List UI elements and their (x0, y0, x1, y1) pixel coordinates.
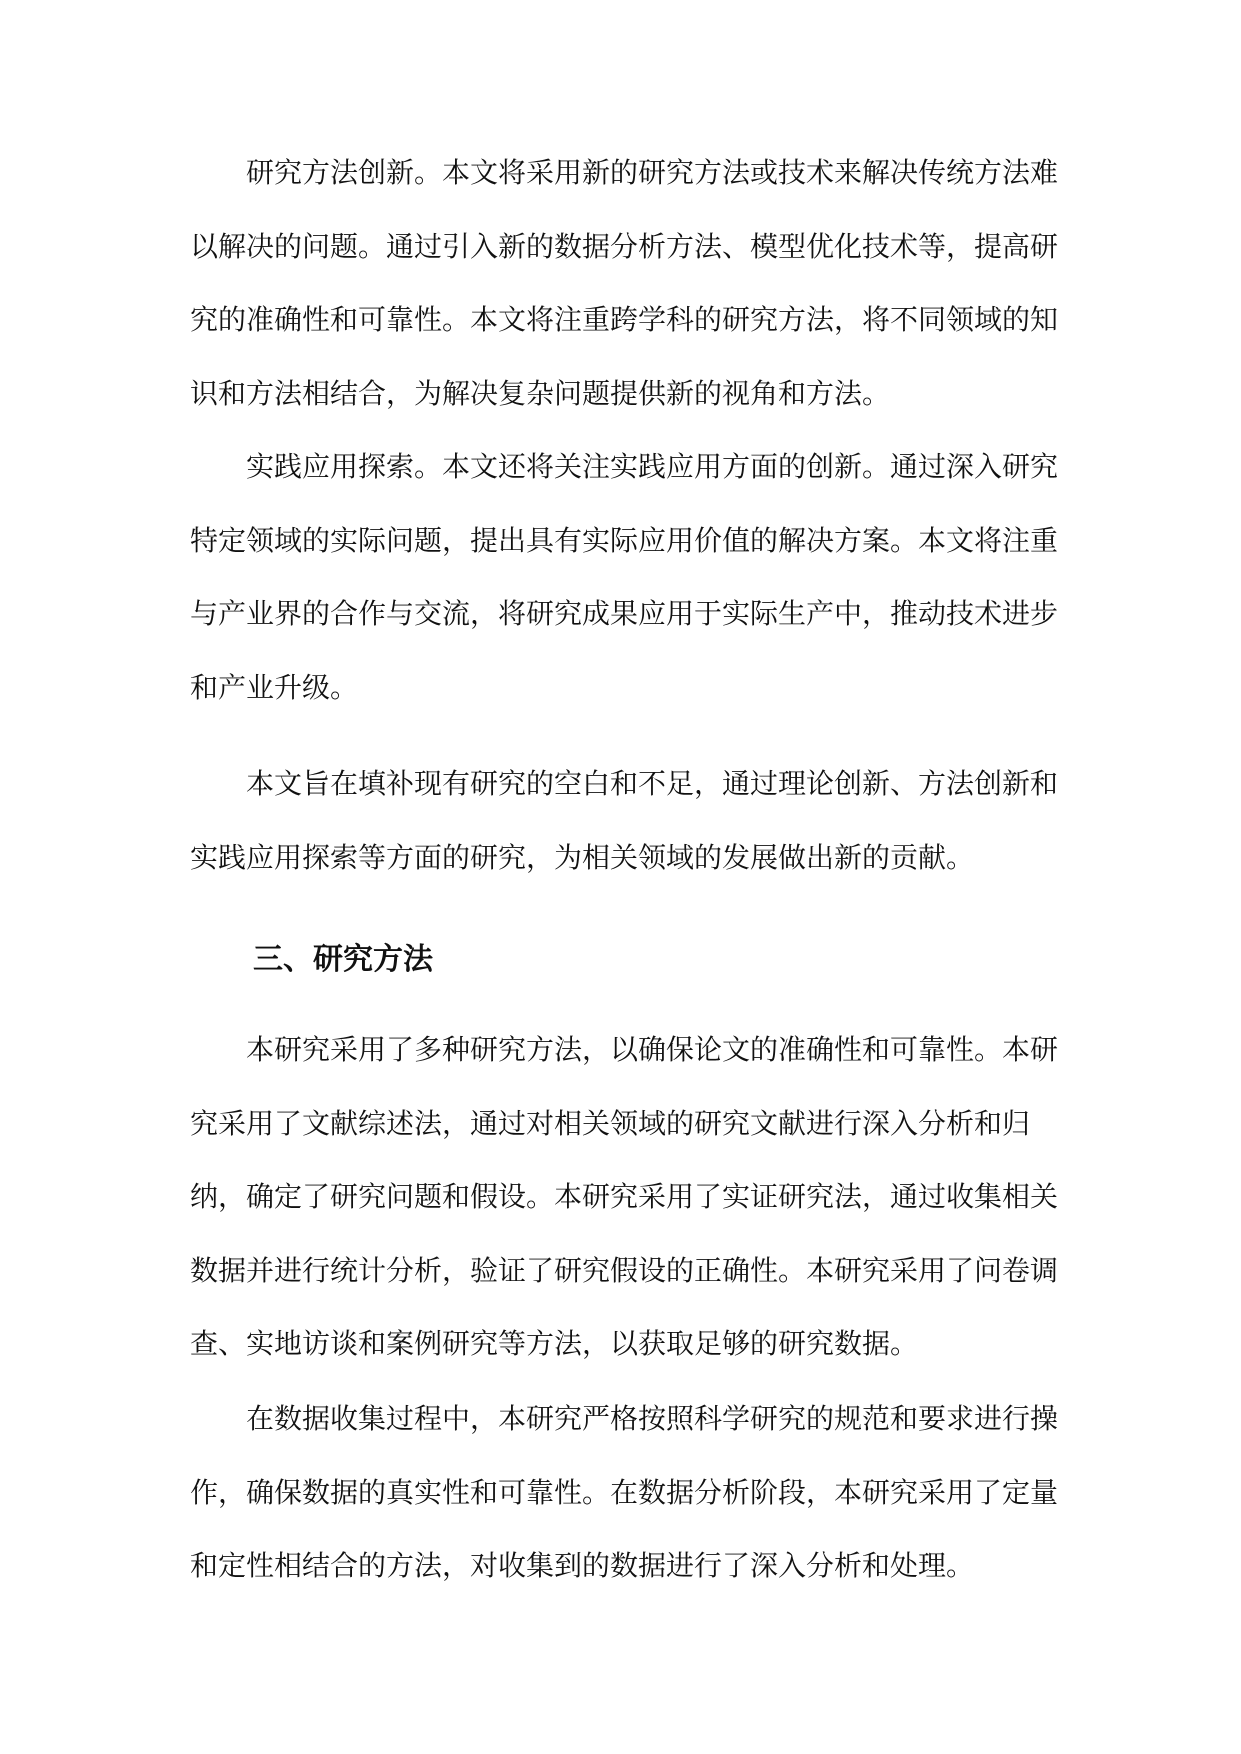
paragraph-practical-application: 实践应用探索。本文还将关注实践应用方面的创新。通过深入研究特定领域的实际问题，提出具有实际应用价值的解决方案。本文将注重与产业界的合作与交流，将研究成果应用于实际生产中，推动技术进步和产业升级。 (190, 450, 1059, 704)
section-heading-research-methods: 三、研究方法 (253, 942, 433, 977)
paragraph-research-method-innovation: 研究方法创新。本文将采用新的研究方法或技术来解决传统方法难以解决的问题。通过引入新的数据分析方法、模型优化技术等，提高研究的准确性和可靠性。本文将注重跨学科的研究方法，将不同领域的知识和方法相结合，为解决复杂问题提供新的视角和方法。 (190, 156, 1059, 410)
paragraph-summary-contribution: 本文旨在填补现有研究的空白和不足，通过理论创新、方法创新和实践应用探索等方面的研究，为相关领域的发展做出新的贡献。 (190, 767, 1059, 874)
paragraph-data-collection-analysis: 在数据收集过程中，本研究严格按照科学研究的规范和要求进行操作，确保数据的真实性和可靠性。在数据分析阶段，本研究采用了定量和定性相结合的方法，对收集到的数据进行了深入分析和处理。 (190, 1402, 1059, 1582)
paragraph-research-methods-overview: 本研究采用了多种研究方法，以确保论文的准确性和可靠性。本研究采用了文献综述法，通过对相关领域的研究文献进行深入分析和归纳，确定了研究问题和假设。本研究采用了实证研究法，通过收集相关数据并进行统计分析，验证了研究假设的正确性。本研究采用了问卷调查、实地访谈和案例研究等方法，以获取足够的研究数据。 (190, 1033, 1059, 1360)
